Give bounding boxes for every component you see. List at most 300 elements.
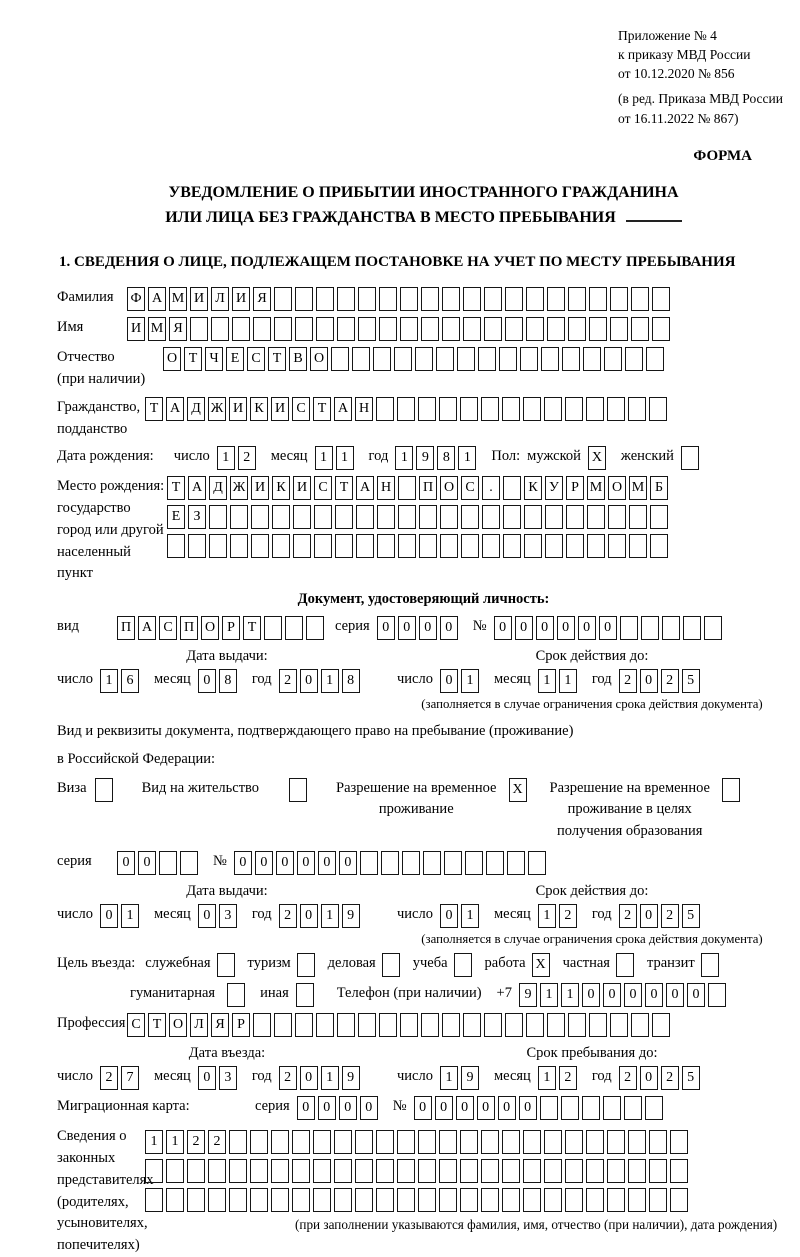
stay-number-field[interactable] [234,851,549,875]
cell-box[interactable]: 0 [456,1096,474,1120]
cell-box[interactable]: 1 [461,904,479,928]
cell-box[interactable] [526,1013,544,1037]
cell-box[interactable]: Т [313,397,331,421]
cell-box[interactable]: 0 [297,1096,315,1120]
cell-box[interactable]: 8 [437,446,455,470]
cell-box[interactable] [587,505,605,529]
cell-box[interactable] [356,505,374,529]
cell-box[interactable]: 0 [138,851,156,875]
cell-box[interactable] [334,1188,352,1212]
cell-box[interactable] [463,1013,481,1037]
stay-validity-month-field[interactable] [538,904,580,928]
cell-box[interactable] [503,505,521,529]
stay-until-year-field[interactable] [619,1066,703,1090]
cell-box[interactable] [662,616,680,640]
cell-box[interactable] [398,534,416,558]
cell-box[interactable]: 8 [342,669,360,693]
cell-box[interactable]: Р [566,476,584,500]
cell-box[interactable] [232,317,250,341]
cell-box[interactable]: 0 [498,1096,516,1120]
cell-box[interactable]: 1 [540,983,558,1007]
cell-box[interactable] [481,1130,499,1154]
cell-box[interactable] [463,287,481,311]
cell-box[interactable]: Л [190,1013,208,1037]
cell-box[interactable]: 0 [339,1096,357,1120]
cell-box[interactable] [524,534,542,558]
entry-year-field[interactable] [279,1066,363,1090]
cell-box[interactable]: 2 [208,1130,226,1154]
cell-box[interactable] [670,1130,688,1154]
patronymic-field[interactable] [163,347,667,371]
cell-box[interactable]: К [524,476,542,500]
cell-box[interactable] [436,347,454,371]
cell-box[interactable] [394,347,412,371]
cell-box[interactable]: 0 [687,983,705,1007]
cell-box[interactable] [565,1130,583,1154]
cell-box[interactable] [582,1096,600,1120]
visa-checkbox[interactable] [95,778,116,802]
cell-box[interactable] [360,851,378,875]
cell-box[interactable]: 9 [342,1066,360,1090]
cell-box[interactable] [652,317,670,341]
cell-box[interactable]: 0 [398,616,416,640]
cell-box[interactable]: 0 [624,983,642,1007]
cell-box[interactable] [376,1130,394,1154]
cell-box[interactable] [335,534,353,558]
cell-box[interactable] [545,505,563,529]
cell-box[interactable] [589,287,607,311]
phone-field[interactable] [519,983,729,1007]
cell-box[interactable] [274,1013,292,1037]
cell-box[interactable]: М [148,317,166,341]
cell-box[interactable] [484,287,502,311]
cell-box[interactable] [526,317,544,341]
cell-box[interactable] [211,317,229,341]
cell-box[interactable] [159,851,177,875]
cell-box[interactable] [547,287,565,311]
cell-box[interactable] [568,287,586,311]
cell-box[interactable] [397,1130,415,1154]
cell-box[interactable]: П [419,476,437,500]
cell-box[interactable]: 0 [255,851,273,875]
cell-box[interactable] [418,1188,436,1212]
cell-box[interactable] [607,1188,625,1212]
cell-box[interactable] [274,287,292,311]
cell-box[interactable] [589,1013,607,1037]
cell-box[interactable] [523,1188,541,1212]
cell-box[interactable]: 0 [198,1066,216,1090]
cell-box[interactable] [418,397,436,421]
cell-box[interactable]: А [166,397,184,421]
cell-box[interactable]: 7 [121,1066,139,1090]
cell-box[interactable] [292,1188,310,1212]
cell-box[interactable]: 0 [318,1096,336,1120]
cell-box[interactable]: 1 [538,669,556,693]
cell-box[interactable] [95,778,113,802]
cell-box[interactable]: 0 [666,983,684,1007]
cell-box[interactable] [616,953,634,977]
cell-box[interactable] [355,1188,373,1212]
cell-box[interactable] [628,1188,646,1212]
cell-box[interactable] [565,397,583,421]
cell-box[interactable] [544,397,562,421]
cell-box[interactable] [274,317,292,341]
cell-box[interactable]: 1 [458,446,476,470]
cell-box[interactable]: 1 [166,1130,184,1154]
cell-box[interactable] [337,287,355,311]
cell-box[interactable] [520,347,538,371]
cell-box[interactable]: К [250,397,268,421]
cell-box[interactable]: Ж [208,397,226,421]
cell-box[interactable]: 0 [318,851,336,875]
cell-box[interactable]: Е [226,347,244,371]
id-issue-day-field[interactable] [100,669,142,693]
cell-box[interactable] [400,1013,418,1037]
cell-box[interactable]: 2 [279,904,297,928]
cell-box[interactable] [250,1130,268,1154]
stay-issue-day-field[interactable] [100,904,142,928]
cell-box[interactable] [562,347,580,371]
cell-box[interactable] [377,534,395,558]
cell-box[interactable] [377,505,395,529]
cell-box[interactable]: 2 [279,669,297,693]
cell-box[interactable] [646,347,664,371]
cell-box[interactable]: А [138,616,156,640]
cell-box[interactable] [440,505,458,529]
cell-box[interactable]: Ч [205,347,223,371]
cell-box[interactable] [486,851,504,875]
purpose-business-checkbox[interactable] [382,953,403,977]
cell-box[interactable]: Я [211,1013,229,1037]
cell-box[interactable] [229,1130,247,1154]
cell-box[interactable] [481,397,499,421]
cell-box[interactable] [547,1013,565,1037]
cell-box[interactable]: С [127,1013,145,1037]
cell-box[interactable] [209,505,227,529]
cell-box[interactable]: С [314,476,332,500]
cell-box[interactable]: Р [232,1013,250,1037]
cell-box[interactable]: 2 [100,1066,118,1090]
cell-box[interactable]: Ж [230,476,248,500]
cell-box[interactable]: 0 [300,1066,318,1090]
cell-box[interactable]: 0 [582,983,600,1007]
cell-box[interactable] [566,534,584,558]
entry-day-field[interactable] [100,1066,142,1090]
birth-month-field[interactable] [315,446,357,470]
cell-box[interactable] [505,287,523,311]
cell-box[interactable] [507,851,525,875]
cell-box[interactable]: 0 [603,983,621,1007]
cell-box[interactable]: 9 [342,904,360,928]
cell-box[interactable] [631,317,649,341]
cell-box[interactable]: 0 [640,904,658,928]
cell-box[interactable]: 0 [578,616,596,640]
cell-box[interactable]: 1 [440,1066,458,1090]
cell-box[interactable]: 0 [419,616,437,640]
cell-box[interactable] [295,287,313,311]
cell-box[interactable] [505,317,523,341]
cell-box[interactable] [293,534,311,558]
migration-series-field[interactable] [297,1096,381,1120]
cell-box[interactable] [376,397,394,421]
cell-box[interactable]: Т [145,397,163,421]
stay-until-day-field[interactable] [440,1066,482,1090]
cell-box[interactable] [502,1130,520,1154]
cell-box[interactable] [316,287,334,311]
cell-box[interactable] [337,317,355,341]
sex-female-checkbox[interactable] [681,446,702,470]
cell-box[interactable]: 0 [117,851,135,875]
cell-box[interactable] [650,534,668,558]
cell-box[interactable] [208,1188,226,1212]
purpose-tourism-checkbox[interactable] [297,953,318,977]
cell-box[interactable] [251,505,269,529]
cell-box[interactable]: 1 [321,669,339,693]
cell-box[interactable]: 2 [661,669,679,693]
cell-box[interactable] [610,287,628,311]
cell-box[interactable]: 0 [515,616,533,640]
cell-box[interactable] [352,347,370,371]
cell-box[interactable]: Д [187,397,205,421]
cell-box[interactable] [463,317,481,341]
cell-box[interactable] [314,534,332,558]
cell-box[interactable] [272,534,290,558]
cell-box[interactable] [484,1013,502,1037]
cell-box[interactable] [465,851,483,875]
cell-box[interactable]: Б [650,476,668,500]
cell-box[interactable] [421,1013,439,1037]
cell-box[interactable] [145,1188,163,1212]
guardians-field-line3[interactable] [145,1188,777,1212]
cell-box[interactable] [608,534,626,558]
cell-box[interactable] [251,534,269,558]
cell-box[interactable] [415,347,433,371]
id-kind-field[interactable] [117,616,327,640]
cell-box[interactable] [544,1188,562,1212]
cell-box[interactable]: 1 [315,446,333,470]
cell-box[interactable]: 3 [219,904,237,928]
cell-box[interactable]: 1 [561,983,579,1007]
cell-box[interactable] [620,616,638,640]
cell-box[interactable]: 0 [440,616,458,640]
cell-box[interactable] [631,1013,649,1037]
cell-box[interactable] [230,505,248,529]
purpose-humanitarian-checkbox[interactable] [227,983,248,1007]
cell-box[interactable] [652,287,670,311]
guardians-field-line1[interactable] [145,1130,777,1154]
cell-box[interactable] [628,397,646,421]
cell-box[interactable]: Я [169,317,187,341]
cell-box[interactable] [402,851,420,875]
cell-box[interactable] [650,505,668,529]
cell-box[interactable]: Д [209,476,227,500]
cell-box[interactable]: З [188,505,206,529]
cell-box[interactable]: Н [377,476,395,500]
cell-box[interactable]: 1 [100,669,118,693]
cell-box[interactable]: 2 [661,1066,679,1090]
cell-box[interactable] [502,1188,520,1212]
cell-box[interactable] [540,1096,558,1120]
cell-box[interactable]: 0 [339,851,357,875]
entry-month-field[interactable] [198,1066,240,1090]
cell-box[interactable] [295,317,313,341]
purpose-transit-checkbox[interactable] [701,953,722,977]
cell-box[interactable] [607,397,625,421]
cell-box[interactable] [337,1013,355,1037]
cell-box[interactable]: 1 [538,904,556,928]
cell-box[interactable]: А [188,476,206,500]
edu-residence-checkbox[interactable] [722,778,743,802]
cell-box[interactable] [641,616,659,640]
cell-box[interactable] [190,317,208,341]
cell-box[interactable] [230,534,248,558]
cell-box[interactable]: Т [184,347,202,371]
cell-box[interactable]: 2 [559,904,577,928]
cell-box[interactable]: 5 [682,904,700,928]
cell-box[interactable] [460,397,478,421]
cell-box[interactable]: 0 [435,1096,453,1120]
cell-box[interactable]: И [271,397,289,421]
cell-box[interactable] [499,347,517,371]
cell-box[interactable] [187,1188,205,1212]
cell-box[interactable]: 1 [121,904,139,928]
cell-box[interactable]: 0 [599,616,617,640]
cell-box[interactable] [604,347,622,371]
cell-box[interactable]: 0 [640,1066,658,1090]
cell-box[interactable] [379,1013,397,1037]
cell-box[interactable] [379,287,397,311]
cell-box[interactable]: 0 [414,1096,432,1120]
cell-box[interactable] [316,317,334,341]
cell-box[interactable]: В [289,347,307,371]
cell-box[interactable] [419,534,437,558]
cell-box[interactable]: Я [253,287,271,311]
citizenship-field[interactable] [145,397,670,421]
cell-box[interactable] [272,505,290,529]
birth-place-field-line3[interactable] [167,534,671,558]
cell-box[interactable]: П [117,616,135,640]
cell-box[interactable] [482,534,500,558]
cell-box[interactable] [313,1188,331,1212]
cell-box[interactable] [166,1188,184,1212]
cell-box[interactable]: 1 [395,446,413,470]
cell-box[interactable]: 5 [682,669,700,693]
cell-box[interactable] [297,953,315,977]
cell-box[interactable]: И [251,476,269,500]
stay-series-field[interactable] [117,851,201,875]
stay-validity-day-field[interactable] [440,904,482,928]
cell-box[interactable] [167,534,185,558]
cell-box[interactable]: И [190,287,208,311]
cell-box[interactable] [356,534,374,558]
cell-box[interactable] [541,347,559,371]
cell-box[interactable]: 2 [187,1130,205,1154]
cell-box[interactable]: 0 [557,616,575,640]
purpose-official-checkbox[interactable] [217,953,238,977]
cell-box[interactable] [439,1188,457,1212]
cell-box[interactable] [253,1013,271,1037]
cell-box[interactable] [316,1013,334,1037]
cell-box[interactable]: 0 [300,669,318,693]
cell-box[interactable]: 1 [336,446,354,470]
cell-box[interactable]: 0 [645,983,663,1007]
cell-box[interactable] [649,1188,667,1212]
cell-box[interactable] [306,616,324,640]
cell-box[interactable] [253,317,271,341]
cell-box[interactable]: 1 [538,1066,556,1090]
cell-box[interactable]: 5 [682,1066,700,1090]
cell-box[interactable] [561,1096,579,1120]
birth-place-field-line2[interactable] [167,505,671,529]
cell-box[interactable]: М [169,287,187,311]
cell-box[interactable]: 1 [321,904,339,928]
cell-box[interactable]: С [292,397,310,421]
cell-box[interactable]: 3 [219,1066,237,1090]
cell-box[interactable]: П [180,616,198,640]
cell-box[interactable] [292,1130,310,1154]
cell-box[interactable]: Т [167,476,185,500]
cell-box[interactable]: 2 [619,904,637,928]
cell-box[interactable] [701,953,719,977]
cell-box[interactable] [670,1188,688,1212]
cell-box[interactable] [566,505,584,529]
cell-box[interactable] [683,616,701,640]
cell-box[interactable] [376,1188,394,1212]
cell-box[interactable] [454,953,472,977]
cell-box[interactable] [524,505,542,529]
cell-box[interactable] [523,397,541,421]
cell-box[interactable] [285,616,303,640]
cell-box[interactable] [217,953,235,977]
purpose-private-checkbox[interactable] [616,953,637,977]
cell-box[interactable]: 8 [219,669,237,693]
cell-box[interactable] [704,616,722,640]
cell-box[interactable]: Т [335,476,353,500]
cell-box[interactable] [649,397,667,421]
cell-box[interactable]: О [310,347,328,371]
cell-box[interactable]: X [588,446,606,470]
cell-box[interactable] [295,1013,313,1037]
cell-box[interactable] [629,534,647,558]
cell-box[interactable]: И [232,287,250,311]
cell-box[interactable] [505,1013,523,1037]
cell-box[interactable]: Т [243,616,261,640]
purpose-work-checkbox[interactable] [532,953,553,977]
cell-box[interactable]: А [148,287,166,311]
cell-box[interactable]: Н [355,397,373,421]
temp-residence-checkbox[interactable] [509,778,530,802]
cell-box[interactable] [188,534,206,558]
residence-permit-checkbox[interactable] [289,778,310,802]
cell-box[interactable] [271,1188,289,1212]
cell-box[interactable]: 2 [238,446,256,470]
cell-box[interactable]: 0 [440,669,458,693]
cell-box[interactable]: 0 [300,904,318,928]
cell-box[interactable] [547,317,565,341]
cell-box[interactable]: 0 [519,1096,537,1120]
stay-issue-month-field[interactable] [198,904,240,928]
cell-box[interactable] [603,1096,621,1120]
cell-box[interactable] [629,505,647,529]
cell-box[interactable] [610,317,628,341]
cell-box[interactable] [314,505,332,529]
birth-day-field[interactable] [217,446,259,470]
migration-number-field[interactable] [414,1096,666,1120]
cell-box[interactable]: 9 [461,1066,479,1090]
cell-box[interactable] [358,287,376,311]
cell-box[interactable] [460,1130,478,1154]
cell-box[interactable] [457,347,475,371]
